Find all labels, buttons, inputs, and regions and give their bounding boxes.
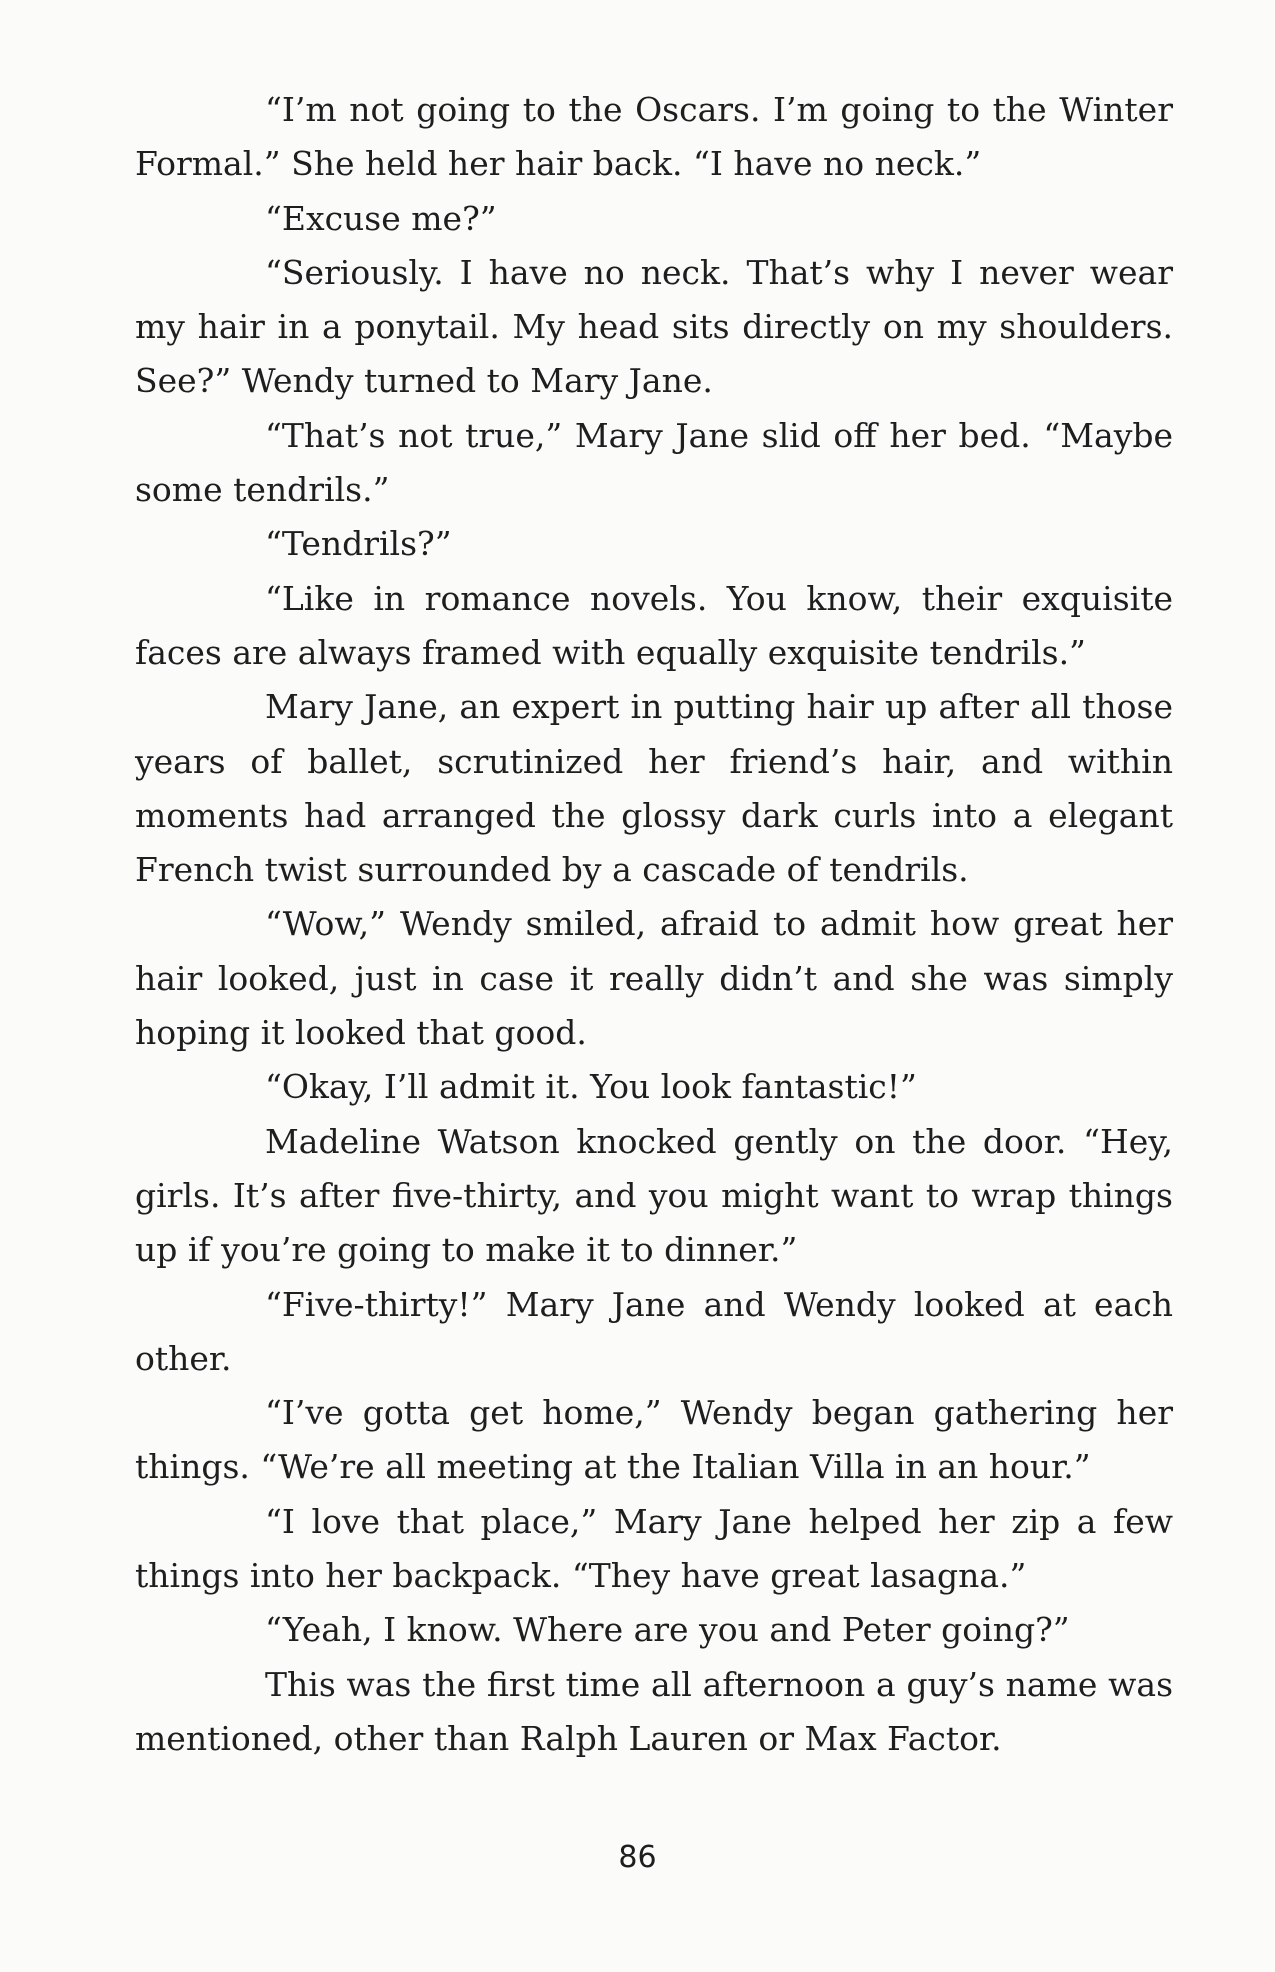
paragraph: “Yeah, I know. Where are you and Peter going?” [265, 1610, 1070, 1650]
paragraph: “I’ve gotta get home,” Wendy began gathering her things. “We’re all meeting at the Italian Villa in an hour.” [135, 1393, 1173, 1487]
paragraph: Madeline Watson knocked gently on the door. “Hey, girls. It’s after five-thirty, and you might want to wrap things up if you’re going to make it to dinner.” [135, 1121, 1173, 1270]
paragraph: This was the first time all afternoon a guy’s name was mentioned, other than Ralph Lauren or Max Factor. [135, 1664, 1173, 1758]
body-text [135, 83, 1173, 1766]
paragraph: “Wow,” Wendy smiled, afraid to admit how great her hair looked, just in case it really didn’t and she was simply hoping it looked that good. [135, 904, 1173, 1053]
paragraph: “I’m not going to the Oscars. I’m going to the Winter Formal.” She held her hair back. “I have no neck.” [135, 90, 1173, 184]
paragraph: “Tendrils?” [265, 524, 452, 564]
paragraph: “Seriously. I have no neck. That’s why I never wear my hair in a ponytail. My head sits directly on my shoulders. See?” Wendy turned to Mary Jane. [135, 252, 1173, 401]
paragraph: “Five-thirty!” Mary Jane and Wendy looked at each other. [135, 1284, 1173, 1378]
page-number: 86 [618, 1840, 657, 1875]
paragraph: Mary Jane, an expert in putting hair up after all those years of ballet, scrutinized her friend’s hair, and within moments had arranged the glossy dark curls into a elegant French twist surrounded by a cascade of tendrils. [135, 687, 1173, 890]
paragraph: “That’s not true,” Mary Jane slid off her bed. “Maybe some tendrils.” [135, 415, 1173, 510]
paragraph: “Like in romance novels. You know, their exquisite faces are always framed with equally exquisite tendrils.” [135, 578, 1173, 672]
paragraph: “Excuse me?” [265, 198, 497, 238]
paragraph: “I love that place,” Mary Jane helped her zip a few things into her backpack. “They have great lasagna.” [135, 1501, 1173, 1596]
paragraph: “Okay, I’ll admit it. You look fantastic!” [265, 1067, 917, 1107]
